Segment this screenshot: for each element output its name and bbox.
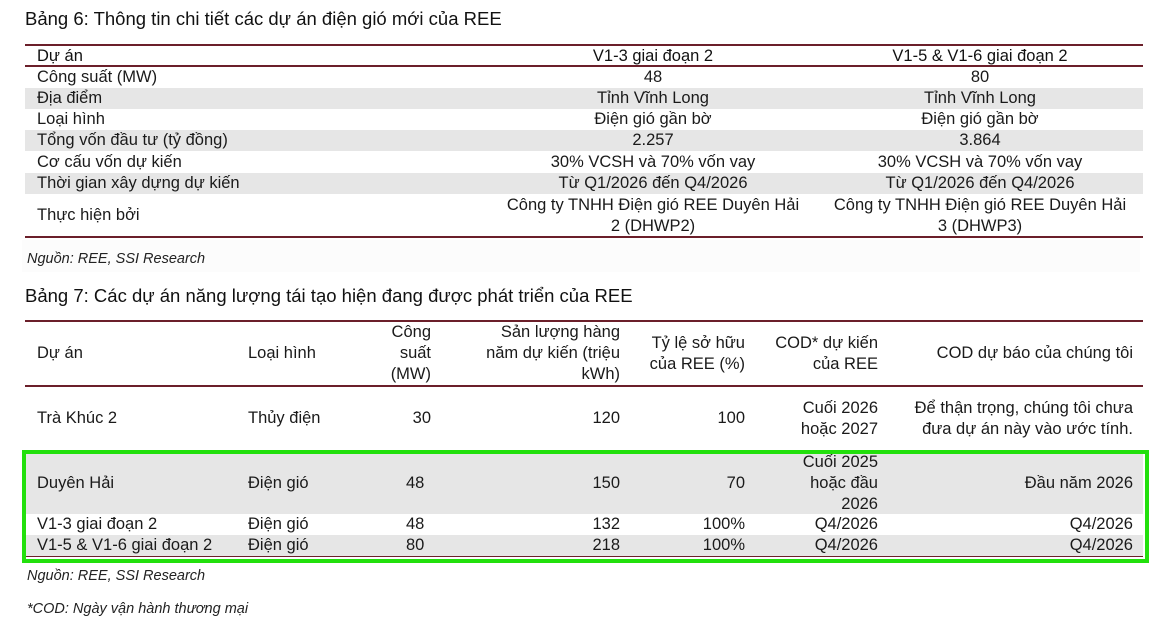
table7-cell-capacity: 48: [406, 515, 425, 533]
table7-cell-capacity: 30: [412, 409, 431, 427]
table7-title: Bảng 7: Các dự án năng lượng tái tạo hiện đang được phát triển của REE: [25, 285, 633, 306]
table7-row: [25, 387, 1143, 450]
table6-header-row: [25, 46, 1143, 66]
table7-cell-type: Thủy điện: [248, 409, 321, 427]
table6-row: [25, 130, 1143, 151]
table6-row-label: Loại hình: [37, 110, 105, 128]
table6-row-v1: 2.257: [632, 131, 674, 149]
table6-row: [25, 88, 1143, 109]
table7-cell-capacity: 48: [406, 473, 425, 492]
table7-source: Nguồn: REE, SSI Research: [27, 568, 206, 584]
table7-cell-output: 150: [592, 473, 620, 492]
table7-header-row: [25, 322, 1143, 385]
table6-row-label: Địa điểm: [37, 89, 103, 107]
table7-header-ownership: Tỷ lệ sở hữu của REE (%): [649, 333, 745, 373]
table6-row-v2: Điện gió gần bờ: [921, 110, 1039, 128]
table7-bottom-rule: [25, 556, 1143, 557]
table6-title: Bảng 6: Thông tin chi tiết các dự án điện gió mới của REE: [25, 8, 502, 29]
table6-bottom-rule: [25, 236, 1143, 238]
table6-header-v1: V1-3 giai đoạn 2: [592, 46, 714, 65]
table7-cell-cod-ree: Q4/2026: [814, 536, 878, 554]
table6-row-v1: 30% VCSH và 70% vốn vay: [550, 152, 756, 171]
table7-cell-output: 218: [592, 536, 620, 554]
table7-header-type: Loại hình: [248, 344, 316, 362]
table7-cell-capacity: 80: [406, 536, 425, 554]
table7-cell-ownership: 70: [726, 473, 745, 492]
table6-row-label: Công suất (MW): [37, 68, 158, 86]
table7-cell-type: Điện gió: [248, 473, 309, 492]
table6-row-v1: Từ Q1/2026 đến Q4/2026: [558, 174, 748, 192]
table7-cell-project: Duyên Hải: [37, 473, 115, 492]
table7-cell-cod-ree: Q4/2026: [814, 515, 878, 533]
table7-header-cod-ssi: COD dự báo của chúng tôi: [936, 344, 1133, 362]
table6-row: [25, 67, 1143, 88]
table6-row: [25, 194, 1143, 237]
table7-header-output: Sản lượng hàng năm dự kiến (triệu kWh): [486, 323, 620, 383]
table7-cell-ownership: 100%: [702, 515, 745, 533]
table6-header-v2: V1-5 & V1-6 giai đoạn 2: [892, 46, 1068, 65]
table6-row-v2: Tỉnh Vĩnh Long: [924, 89, 1036, 107]
table7-header-project: Dự án: [37, 344, 83, 362]
table7-cell-project: V1-3 giai đoạn 2: [37, 515, 158, 533]
table7-footnote: *COD: Ngày vận hành thương mại: [27, 601, 249, 617]
table7-cell-cod-ssi: Đầu năm 2026: [1024, 473, 1133, 492]
table7-cell-type: Điện gió: [248, 515, 309, 533]
table6-row-v1: Điện gió gần bờ: [594, 110, 712, 128]
table7-cell-cod-ssi: Q4/2026: [1069, 515, 1133, 533]
table6-row-v2: Công ty TNHH Điện gió REE Duyên Hải 3 (DHWP3): [833, 195, 1127, 235]
table7-cell-type: Điện gió: [248, 536, 309, 554]
table7-header-cod-ree: COD* dự kiến của REE: [775, 333, 878, 373]
table7-cell-project: Trà Khúc 2: [37, 409, 118, 427]
table7-cell-cod-ree: Cuối 2026 hoặc 2027: [800, 398, 878, 438]
table6-row-v1: 48: [643, 68, 663, 86]
table7-row: [25, 452, 1143, 514]
table6-row-label: Tổng vốn đầu tư (tỷ đồng): [37, 131, 228, 149]
table6-row-v2: 30% VCSH và 70% vốn vay: [877, 152, 1083, 171]
table7-cell-project: V1-5 & V1-6 giai đoạn 2: [37, 536, 213, 554]
table6-row-label: Thời gian xây dựng dự kiến: [37, 174, 240, 192]
table7-header-capacity: Công suất (MW): [390, 323, 431, 383]
table6-source: Nguồn: REE, SSI Research: [27, 251, 206, 267]
table7-cell-output: 120: [592, 409, 620, 427]
table7-cell-cod-ree: Cuối 2025 hoặc đầu 2026: [802, 452, 878, 513]
table7-cell-cod-ssi: Q4/2026: [1069, 536, 1133, 554]
table6-row-v1: Công ty TNHH Điện gió REE Duyên Hải 2 (DHWP2): [506, 195, 800, 235]
table6-row-v2: 80: [970, 68, 990, 86]
table6-row-label: Thực hiện bởi: [37, 206, 140, 224]
table6-row: [25, 109, 1143, 130]
table7-cell-cod-ssi: Để thận trọng, chúng tôi chưa đưa dự án này vào ước tính.: [914, 398, 1133, 438]
table7-cell-output: 132: [592, 515, 620, 533]
table6-row: [25, 151, 1143, 173]
table7-cell-ownership: 100: [717, 409, 745, 427]
table7-cell-ownership: 100%: [702, 536, 745, 554]
table6-header-project: Dự án: [37, 46, 83, 65]
table7-row: [25, 535, 1143, 556]
table6-row-label: Cơ cấu vốn dự kiến: [37, 152, 182, 171]
table7-row: [25, 514, 1143, 535]
table6-row-v2: 3.864: [959, 131, 1001, 149]
table6-row-v1: Tỉnh Vĩnh Long: [597, 89, 709, 107]
table6-row: [25, 173, 1143, 194]
table6-row-v2: Từ Q1/2026 đến Q4/2026: [885, 174, 1075, 192]
